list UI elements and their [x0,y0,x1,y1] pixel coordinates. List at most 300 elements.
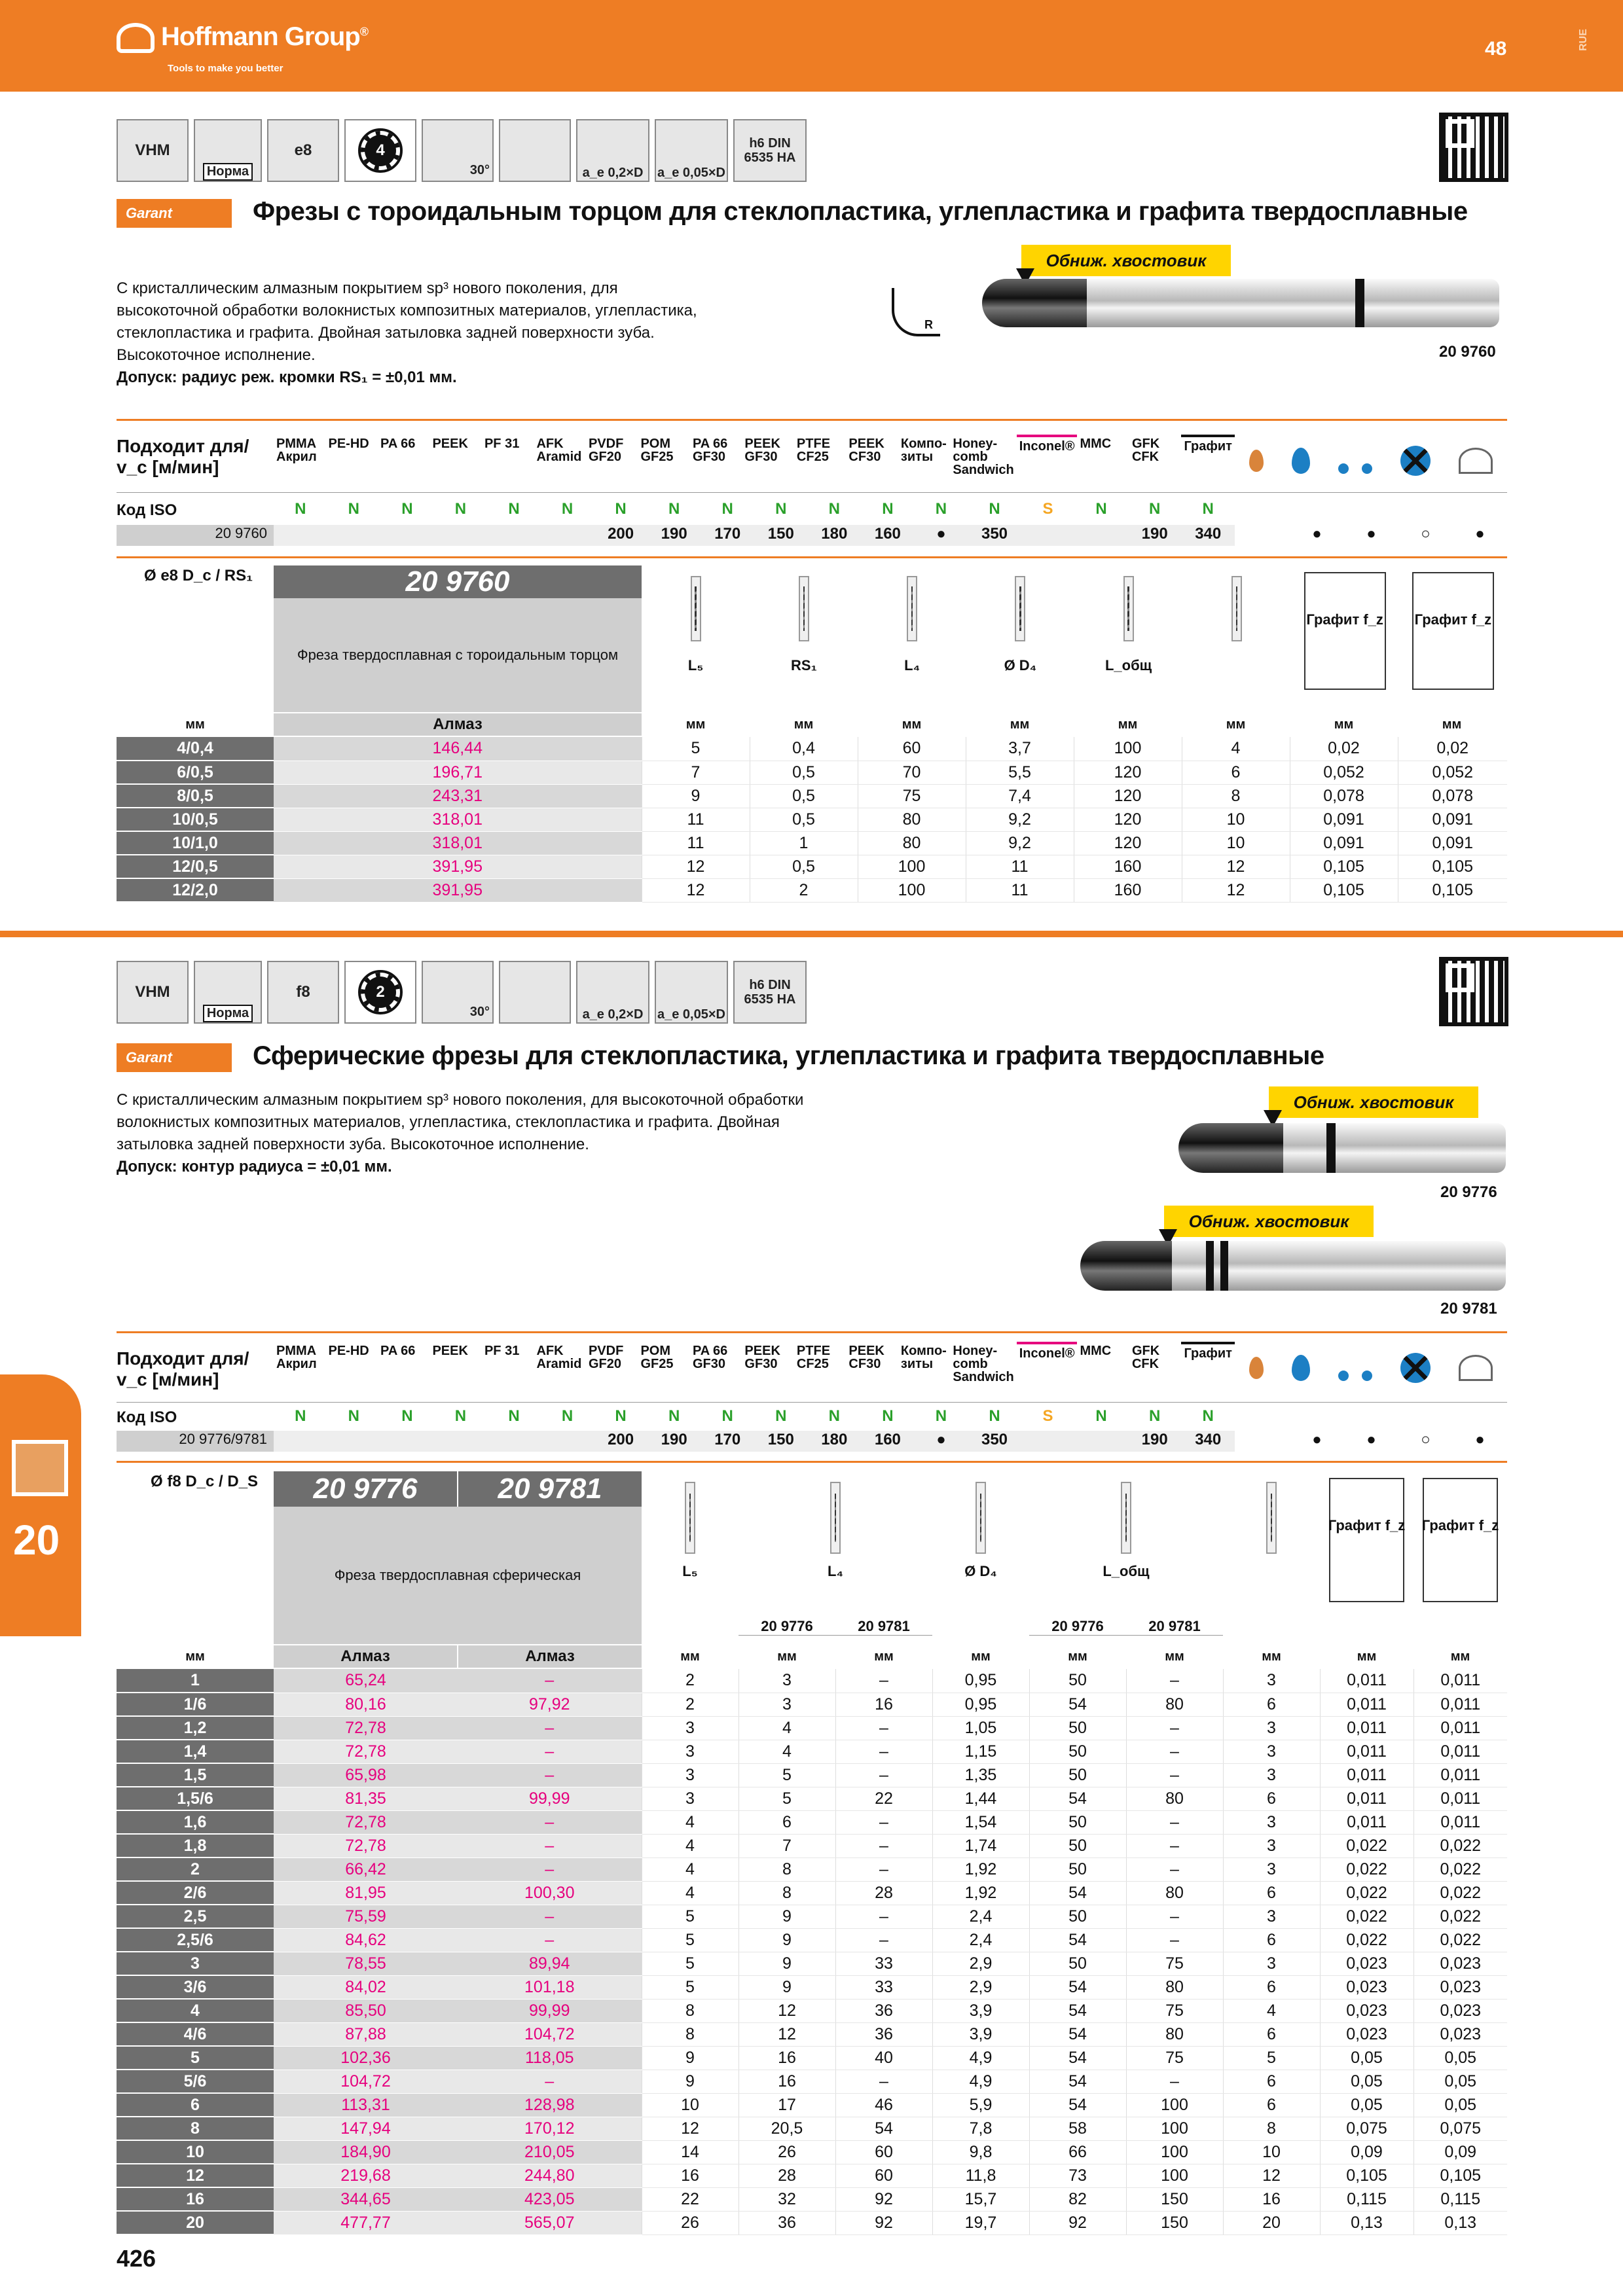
value-cell: 8 [739,1881,835,1905]
price-cell: – [458,1857,642,1881]
value-cell: 0,078 [1398,784,1507,808]
coolant-suitability-row-2 [1290,1431,1507,1452]
price-cell: – [458,1716,642,1740]
language-code: RUE [1577,29,1589,51]
material-header: Inconel® [1017,1342,1078,1386]
value-cell: 1,15 [932,1740,1029,1763]
material-header: AFK Aramid [536,1344,582,1371]
value-cell: 8 [739,1857,835,1881]
value-cell: – [835,1857,932,1881]
tool-sketch-icon [799,576,809,641]
value-cell: 0,052 [1398,761,1507,784]
footer-page-number: 426 [117,2245,156,2272]
value-cell: 5 [642,1975,739,1999]
value-cell: 0,022 [1413,1928,1507,1952]
material-header: PA 66 GF30 [692,1344,728,1371]
value-cell: 0,022 [1320,1834,1413,1857]
size-cell: 4 [117,1999,274,2022]
value-cell: 4 [1182,737,1290,761]
value-cell: 36 [739,2211,835,2234]
value-cell: 33 [835,1952,932,1975]
coating-label-9776: Алмаз [274,1645,457,1668]
price-cell: 391,95 [274,855,642,878]
price-cell: – [458,1928,642,1952]
value-cell: 3 [642,1787,739,1810]
size-cell: 12/2,0 [117,878,274,902]
material-header: Компо-зиты [900,1344,947,1371]
value-cell: 0,022 [1413,1881,1507,1905]
symbol-tolerance-2: f8 [267,961,339,1024]
value-cell: 3,9 [932,2022,1029,2046]
price-cell: 344,65 [274,2187,458,2211]
value-cell: 22 [835,1787,932,1810]
value-cell: 0,023 [1320,1999,1413,2022]
shank-label-2: Обниж. хвостовик [1164,1206,1374,1237]
price-cell: 102,36 [274,2046,458,2070]
vc-value: 170 [714,1431,741,1448]
price-cell: 65,98 [274,1763,458,1787]
value-cell: – [1126,1716,1223,1740]
column-head: L₄ [828,1563,843,1579]
table-row [117,1740,1507,1763]
tool-image-9781 [1113,1241,1506,1291]
tool-sketch-icon [691,576,701,641]
value-cell: 54 [1029,2070,1126,2093]
mist-icon [1338,1355,1372,1381]
mist-icon [1338,448,1372,474]
iso-code: N [615,500,627,518]
header-page-number: 48 [1485,38,1507,60]
vc-value [327,525,381,546]
table-row [117,808,1507,831]
price-cell: 100,30 [458,1881,642,1905]
value-cell: 80 [1126,1787,1223,1810]
column-head: RS₁ [791,657,817,673]
price-cell: 146,44 [274,737,642,761]
suits-label-2: Подходит для/ v_c [м/мин] [117,1348,249,1390]
tool-sketch-icon [976,1482,986,1554]
iso-code: N [1202,500,1214,518]
iso-code: N [1148,500,1161,518]
unit-label: мм [902,717,922,732]
value-cell: 6 [1223,1787,1320,1810]
value-cell: 11 [966,855,1074,878]
coating-label-9781: Алмаз [458,1645,642,1668]
value-cell: 19,7 [932,2211,1029,2234]
value-cell: 54 [835,2117,932,2140]
material-header: PMMA Акрил [276,1344,317,1371]
vc-value: 150 [767,1431,794,1448]
value-cell: 3,7 [966,737,1074,761]
emulsion-drop-icon [1292,448,1310,474]
table-row [117,761,1507,784]
material-header: PEEK CF30 [848,1344,884,1371]
value-cell: 0,05 [1320,2070,1413,2093]
value-cell: 11 [642,808,750,831]
value-cell: 2,4 [932,1905,1029,1928]
value-cell: 58 [1029,2117,1126,2140]
value-cell: 6 [1223,1693,1320,1716]
price-cell: 104,72 [458,2022,642,2046]
vc-value: 160 [874,1431,901,1448]
value-cell: 4 [642,1834,739,1857]
materials-header [274,435,1235,479]
size-cell: 2/6 [117,1881,274,1905]
material-header: PA 66 [380,437,416,451]
tool-sketch-icon [1231,576,1242,641]
value-cell: 2 [750,878,858,902]
divider [117,419,1507,421]
value-cell: 80 [1126,1693,1223,1716]
size-cell: 8/0,5 [117,784,274,808]
vc-value: 180 [821,1431,848,1448]
price-cell: – [458,1810,642,1834]
value-cell: 0,023 [1413,1975,1507,1999]
value-cell: 20,5 [739,2117,835,2140]
unit-label: мм [1334,717,1354,732]
symbol-ae-02-2: a_e 0,2×D [576,961,649,1024]
vc-value [1021,525,1075,546]
table-row [117,2070,1507,2093]
unit-label: мм [793,717,814,732]
value-cell: 54 [1029,1693,1126,1716]
value-cell: – [1126,1810,1223,1834]
material-header: PEEK [432,1344,468,1358]
graphite-box-icon [1304,572,1386,690]
material-header: PTFE CF25 [796,1344,831,1371]
value-cell: – [835,2070,932,2093]
value-cell: 4 [642,1810,739,1834]
size-cell: 1/6 [117,1693,274,1716]
value-cell: 8 [642,1999,739,2022]
value-cell: 3 [1223,1669,1320,1693]
symbol-ae-005: a_e 0,05×D [655,119,728,182]
value-cell: 9 [739,1975,835,1999]
tool-image [1041,279,1499,327]
material-header: PEEK GF30 [744,437,780,464]
dimension-icons [642,565,1507,696]
size-cell: 8 [117,2117,274,2140]
value-cell: – [835,1669,932,1693]
ball-head-9776 [1178,1123,1283,1173]
value-cell: 5,5 [966,761,1074,784]
table-row [117,1810,1507,1834]
tagline: Tools to make you better [168,63,283,74]
value-cell: 0,011 [1413,1716,1507,1740]
price-cell: 72,78 [274,1740,458,1763]
price-cell: 81,95 [274,1881,458,1905]
value-cell: 2,9 [932,1975,1029,1999]
logo-mark-icon [117,23,155,53]
price-cell: 477,77 [274,2211,458,2234]
value-cell: 60 [858,737,966,761]
iso-code: N [775,1407,787,1425]
value-cell: 5 [1223,2046,1320,2070]
column-head: Графит f_z [1328,1517,1406,1534]
coolant-mark: ● [1366,1431,1376,1448]
value-cell: 0,075 [1413,2117,1507,2140]
price-cell: 565,07 [458,2211,642,2234]
value-cell: 0,09 [1413,2140,1507,2164]
value-cell: 75 [858,784,966,808]
value-cell: 2,4 [932,1928,1029,1952]
hoffmann-logo: Hoffmann Group® [117,22,368,53]
shank-label: Обниж. хвостовик [1021,245,1231,276]
value-cell: 9 [739,1928,835,1952]
price-cell: 118,05 [458,2046,642,2070]
value-cell: 3 [642,1716,739,1740]
symbol-flutes-2: 2 [344,961,416,1024]
material-header: PEEK [432,437,468,451]
symbol-norm: Норма [194,119,262,182]
value-cell: 0,011 [1320,1716,1413,1740]
vc-row-ref-2: 20 9776/9781 [117,1431,274,1452]
table-row [117,2211,1507,2234]
value-cell: 0,05 [1413,2046,1507,2070]
vc-value: 170 [714,525,741,543]
value-cell: 0,022 [1413,1857,1507,1881]
symbol-ae-02: a_e 0,2×D [576,119,649,182]
price-cell: 66,42 [274,1857,458,1881]
unit-label: мм [1068,1649,1087,1664]
vc-value [1074,525,1128,546]
value-cell: 70 [858,761,966,784]
value-cell: 50 [1029,1810,1126,1834]
table-row [117,1881,1507,1905]
price-cell: 78,55 [274,1952,458,1975]
qr-code-icon [1439,113,1508,182]
value-cell: 6 [1223,1928,1320,1952]
coolant-mark: ● [1366,525,1376,543]
chapter-number: 20 [13,1516,60,1564]
price-cell: 101,18 [458,1975,642,1999]
table-row [117,1669,1507,1693]
diameter-label: Ø e8 D_c / RS₁ [144,567,253,584]
value-cell: 6 [1223,2093,1320,2117]
air-icon [1459,448,1493,474]
unit-label: мм [1262,1649,1281,1664]
coating-label: Алмаз [274,713,642,736]
value-cell: 80 [1126,1975,1223,1999]
size-cell: 1,4 [117,1740,274,1763]
coolant-mark: ○ [1421,525,1431,543]
iso-code-row [274,500,1235,518]
value-cell: 3 [1223,1905,1320,1928]
size-cell: 1,5/6 [117,1787,274,1810]
value-cell: 0,023 [1320,1975,1413,1999]
value-cell: 0,95 [932,1669,1029,1693]
symbol-vhm-2: VHM [117,961,189,1024]
iso-code: N [561,1407,574,1425]
size-cell: 16 [117,2187,274,2211]
iso-code: N [348,500,359,518]
value-cell: 8 [1182,784,1290,808]
unit-label: мм [1442,717,1462,732]
iso-code: N [1202,1407,1214,1425]
vc-value: 350 [981,525,1008,543]
price-cell: 84,62 [274,1928,458,1952]
value-cell: – [835,1928,932,1952]
vc-value [1074,1431,1128,1452]
product-name: Фреза твердосплавная с тороидальным торцом [274,598,642,712]
price-cell: – [458,1669,642,1693]
value-cell: 0,5 [750,761,858,784]
value-cell: 0,13 [1413,2211,1507,2234]
value-cell: 0,052 [1290,761,1398,784]
table-row [117,2117,1507,2140]
value-cell: 0,05 [1320,2093,1413,2117]
material-header: PVDF GF20 [588,437,624,464]
value-cell: 3 [1223,1716,1320,1740]
material-header: POM GF25 [640,1344,674,1371]
value-cell: 28 [739,2164,835,2187]
tool-cutting-head [982,279,1087,327]
material-header: PA 66 GF30 [692,437,728,464]
table-row [117,2140,1507,2164]
material-header: Компо-зиты [900,437,947,464]
coolant-mark: ● [1312,525,1322,543]
material-header: Honey-comb Sandwich [953,1344,1014,1384]
value-cell: 100 [858,878,966,902]
value-cell: 120 [1074,761,1182,784]
value-cell: 10 [642,2093,739,2117]
iso-code: N [989,500,1000,518]
value-cell: 12 [739,2022,835,2046]
iso-code: N [828,500,840,518]
value-cell: 120 [1074,831,1182,855]
vc-row-ref: 20 9760 [117,525,274,546]
price-cell: 99,99 [458,1999,642,2022]
table-row [117,737,1507,761]
value-cell: 54 [1029,1975,1126,1999]
value-cell: 11,8 [932,2164,1029,2187]
vc-value [274,525,327,546]
value-cell: 0,078 [1290,784,1398,808]
graphite-box-icon [1329,1478,1404,1602]
price-cell: 89,94 [458,1952,642,1975]
size-cell: 20 [117,2211,274,2234]
table-row [117,2093,1507,2117]
value-cell: 5 [642,737,750,761]
value-cell: 6 [1223,1881,1320,1905]
unit-label: мм [874,1649,894,1664]
vc-value [327,1431,381,1452]
value-cell: 10 [1182,808,1290,831]
section1-title: Фрезы с тороидальным торцом для стеклопластика, углепластика и графита твердосплавные [253,197,1468,226]
vc-value [487,1431,541,1452]
price-cell: 113,31 [274,2093,458,2117]
value-cell: 12 [1223,2164,1320,2187]
value-cell: 80 [858,808,966,831]
value-cell: 0,075 [1320,2117,1413,2140]
value-cell: 33 [835,1975,932,1999]
value-cell: 0,5 [750,855,858,878]
price-cell: 219,68 [274,2164,458,2187]
price-cell: 391,95 [274,878,642,902]
value-cell: – [1126,1834,1223,1857]
value-cell: 12 [739,1999,835,2022]
value-cell: 16 [739,2046,835,2070]
material-header: MMC [1080,437,1112,451]
iso-code: N [828,1407,840,1425]
value-cell: 50 [1029,1952,1126,1975]
value-cell: 1,05 [932,1716,1029,1740]
value-cell: 12 [642,2117,739,2140]
table-row [117,2164,1507,2187]
symbol-shank-h6-2: h6 DIN 6535 HA [733,961,807,1024]
iso-label: Код ISO [117,501,177,519]
value-cell: 0,011 [1413,1787,1507,1810]
value-cell: 0,011 [1320,1740,1413,1763]
section2-description: С кристаллическим алмазным покрытием sp³ нового поколения, для высокоточной обработки волокнистых композитных материалов, углепластика, стеклопластика и графита. Двойная затыловка задней поверхности зуба. Высокоточное исполнение. Допуск: контур радиуса = ±0,01 мм. [117,1091,804,1175]
price-cell: 72,78 [274,1810,458,1834]
value-cell: 54 [1029,2046,1126,2070]
price-cell: 318,01 [274,831,642,855]
value-cell: 10 [1182,831,1290,855]
value-cell: 3 [739,1693,835,1716]
value-cell: 54 [1029,1787,1126,1810]
iso-code: N [508,500,520,518]
price-cell: 97,92 [458,1693,642,1716]
value-cell: 4 [1223,1999,1320,2022]
value-cell: 8 [1223,2117,1320,2140]
table-row [117,1857,1507,1881]
size-cell: 2 [117,1857,274,1881]
coolant-icons [1235,435,1507,487]
iso-code-row-2 [274,1407,1235,1426]
column-head: L_общ [1103,1563,1150,1579]
table-row [117,1952,1507,1975]
iso-code: N [882,500,894,518]
value-cell: 73 [1029,2164,1126,2187]
drill-chapter-icon [12,1440,68,1496]
value-cell: – [835,1716,932,1740]
value-cell: 50 [1029,1763,1126,1787]
vc-value: 200 [608,525,634,543]
value-cell: 0,011 [1413,1740,1507,1763]
value-cell: 16 [739,2070,835,2093]
article-number: 20 9760 [274,565,642,598]
iso-code: N [401,500,413,518]
value-cell: 75 [1126,1999,1223,2022]
dry-drop-icon [1249,1357,1264,1379]
coolant-mark: ● [1475,525,1485,543]
value-cell: 12 [1182,878,1290,902]
materials-header-2 [274,1342,1235,1386]
size-cell: 5 [117,2046,274,2070]
price-cell: 147,94 [274,2117,458,2140]
value-cell: 3 [739,1669,835,1693]
symbol-tolerance: e8 [267,119,339,182]
material-header: PE-HD [328,437,369,451]
value-cell: 50 [1029,1716,1126,1740]
iso-code: N [454,500,467,518]
value-cell: 4 [642,1857,739,1881]
iso-label-2: Код ISO [117,1408,177,1426]
unit-label: мм [685,717,706,732]
air-icon [1459,1355,1493,1381]
price-cell: 170,12 [458,2117,642,2140]
value-cell: 0,05 [1320,2046,1413,2070]
chapter-tab [0,1374,81,1636]
symbol-cutting-direction [499,119,571,182]
value-cell: 0,011 [1413,1763,1507,1787]
vc-value [1021,1431,1075,1452]
value-cell: 0,105 [1320,2164,1413,2187]
price-cell: 85,50 [274,1999,458,2022]
vc-value: ● [936,525,946,543]
value-cell: 6 [739,1810,835,1834]
